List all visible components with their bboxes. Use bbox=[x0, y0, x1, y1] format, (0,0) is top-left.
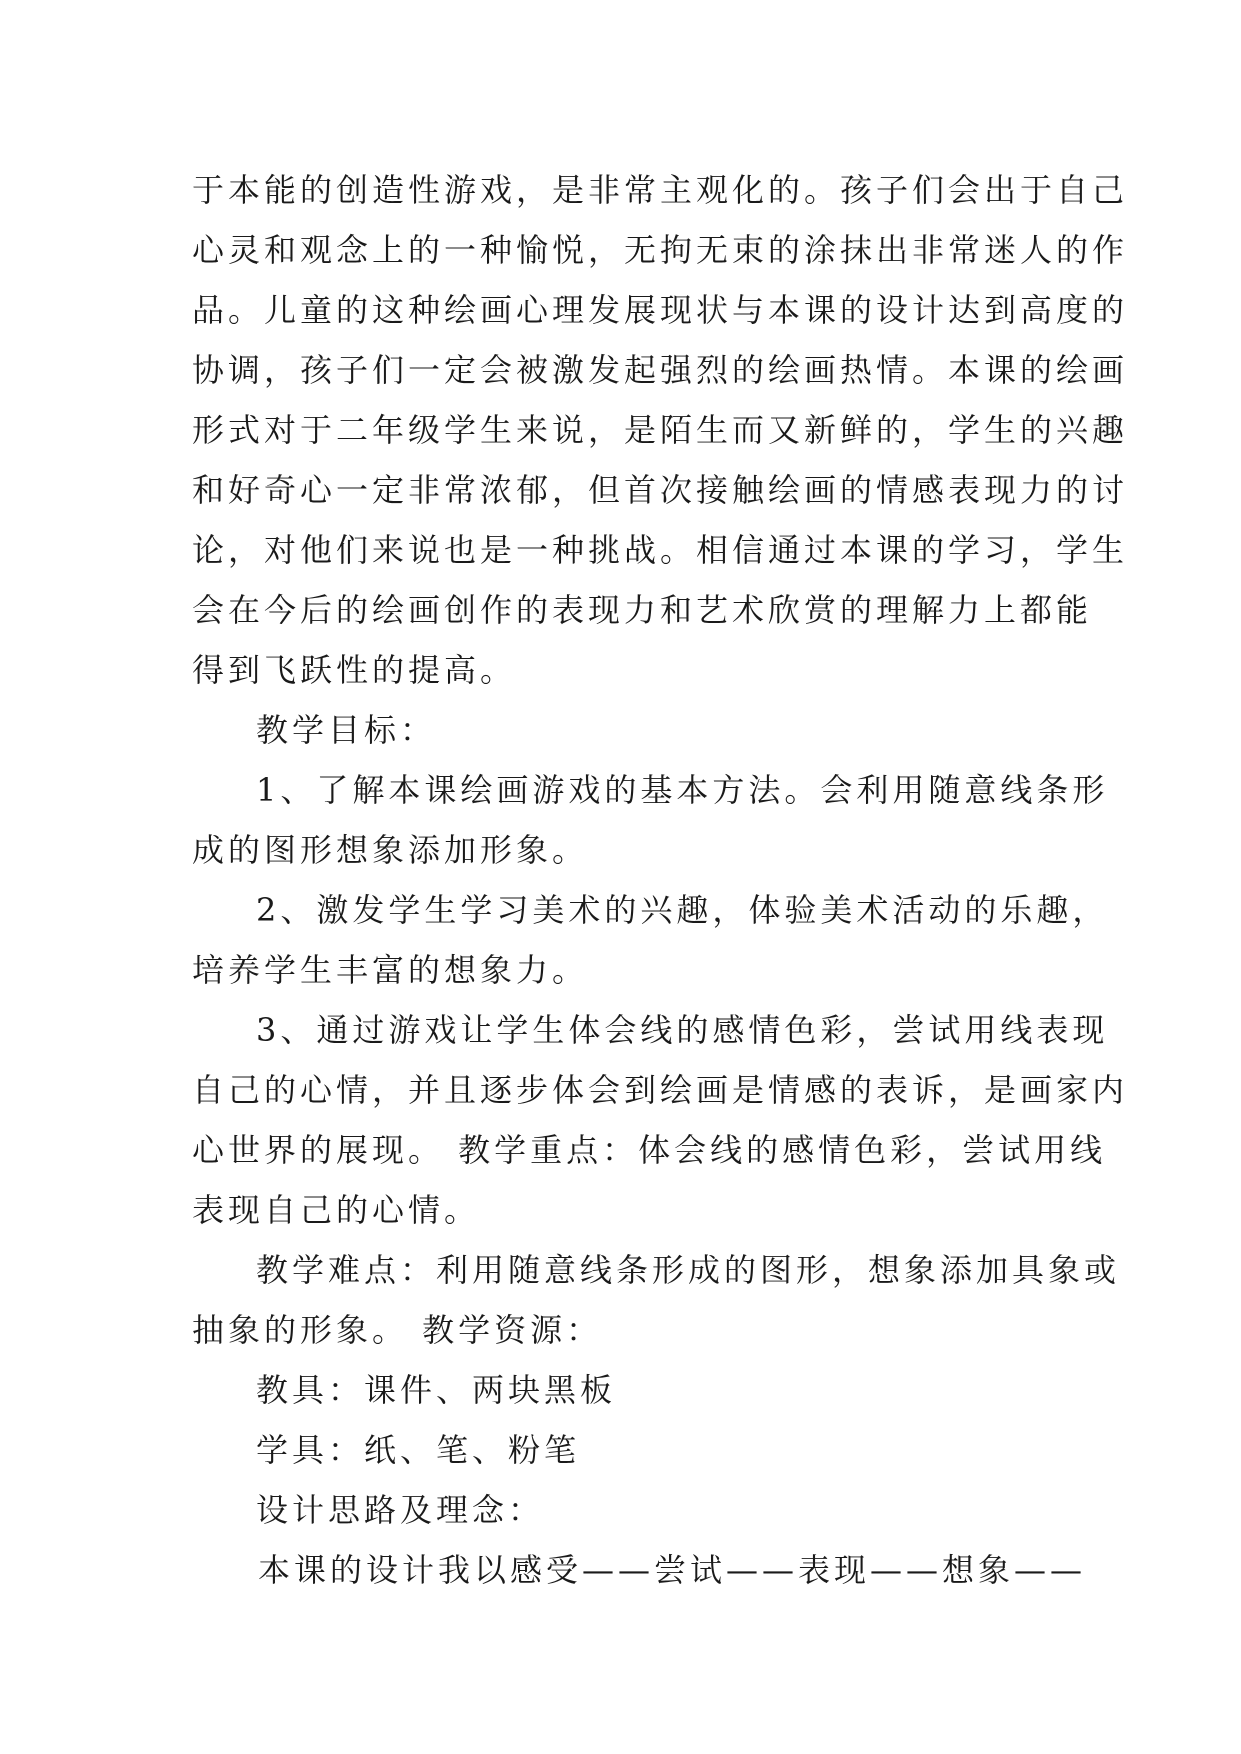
paragraph-line: 形式对于二年级学生来说，是陌生而又新鲜的，学生的兴趣 bbox=[192, 411, 1129, 449]
paragraph-line: 得到飞跃性的提高。 bbox=[192, 651, 517, 689]
design-ideas-paragraph: 本课的设计我以感受——尝试——表现——想象—— bbox=[258, 1551, 1087, 1589]
paragraph-line: 品。儿童的这种绘画心理发展现状与本课的设计达到高度的 bbox=[192, 291, 1129, 329]
section-heading-teaching-goals: 教学目标： bbox=[256, 711, 437, 749]
paragraph-line: 于本能的创造性游戏，是非常主观化的。孩子们会出于自己 bbox=[192, 171, 1129, 209]
goal-item-2-continued: 培养学生丰富的想象力。 bbox=[192, 951, 589, 989]
goal-item-3-continued: 表现自己的心情。 bbox=[192, 1191, 481, 1229]
goal-item-2: 2、激发学生学习美术的兴趣，体验美术活动的乐趣， bbox=[256, 891, 1109, 929]
goal-item-3-continued: 心世界的展现。 教学重点：体会线的感情色彩，尝试用线 bbox=[192, 1131, 1107, 1169]
document-body bbox=[192, 160, 1129, 1600]
paragraph-line: 和好奇心一定非常浓郁，但首次接触绘画的情感表现力的讨 bbox=[192, 471, 1129, 509]
goal-item-1-continued: 成的图形想象添加形象。 bbox=[192, 831, 589, 869]
goal-item-1: 1、了解本课绘画游戏的基本方法。会利用随意线条形 bbox=[256, 771, 1109, 809]
teaching-aids: 教具：课件、两块黑板 bbox=[256, 1371, 617, 1409]
paragraph-line: 心灵和观念上的一种愉悦，无拘无束的涂抹出非常迷人的作 bbox=[192, 231, 1129, 269]
teaching-difficulty: 教学难点：利用随意线条形成的图形，想象添加具象或 bbox=[256, 1251, 1121, 1289]
student-supplies: 学具：纸、笔、粉笔 bbox=[256, 1431, 581, 1469]
paragraph-line: 协调，孩子们一定会被激发起强烈的绘画热情。本课的绘画 bbox=[192, 351, 1129, 389]
paragraph-line: 论，对他们来说也是一种挑战。相信通过本课的学习，学生 bbox=[192, 531, 1129, 569]
goal-item-3: 3、通过游戏让学生体会线的感情色彩，尝试用线表现 bbox=[256, 1011, 1109, 1049]
teaching-difficulty-continued: 抽象的形象。 教学资源： bbox=[192, 1311, 603, 1349]
paragraph-line: 会在今后的绘画创作的表现力和艺术欣赏的理解力上都能 bbox=[192, 591, 1093, 629]
goal-item-3-continued: 自己的心情，并且逐步体会到绘画是情感的表诉，是画家内 bbox=[192, 1071, 1129, 1109]
section-heading-design-ideas: 设计思路及理念： bbox=[256, 1491, 545, 1529]
